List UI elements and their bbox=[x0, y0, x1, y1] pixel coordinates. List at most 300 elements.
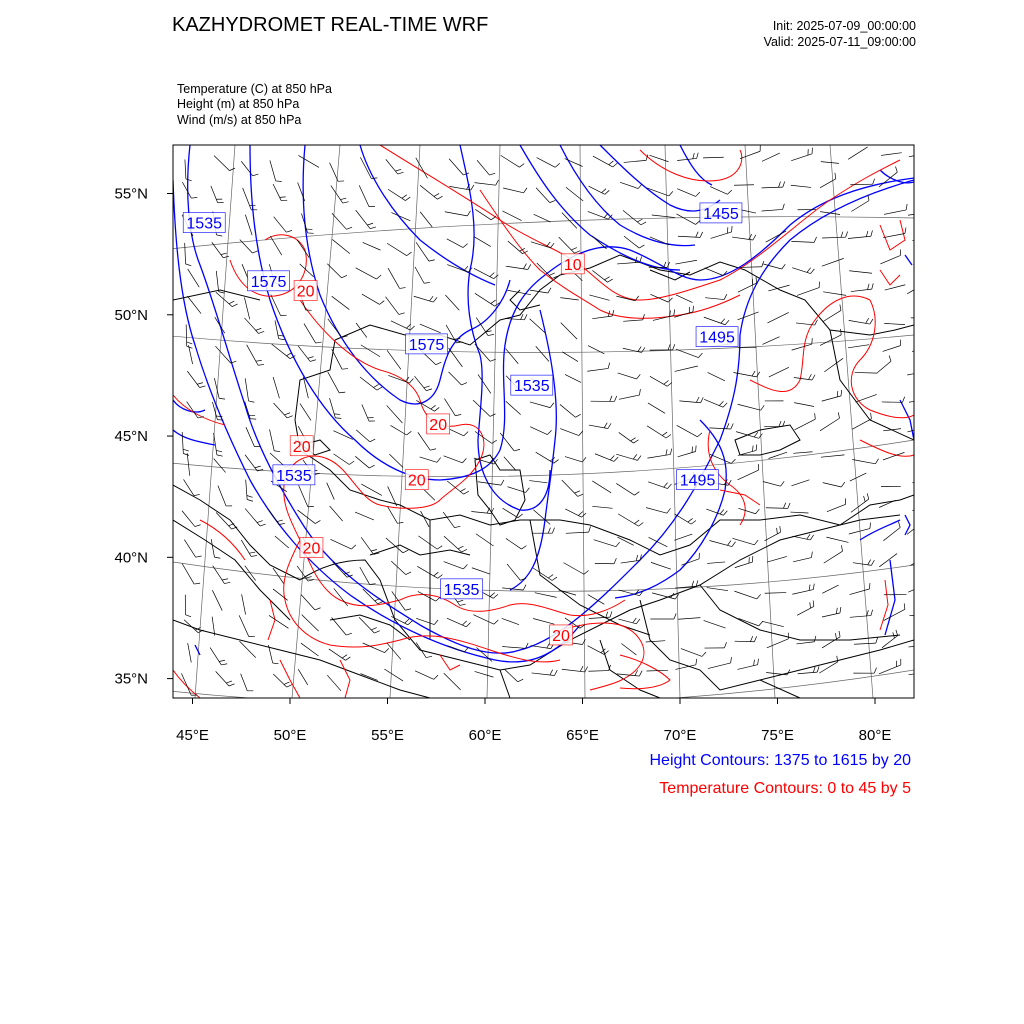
temperature-contour-label: 10 bbox=[563, 256, 582, 274]
wind-barb-flag bbox=[429, 296, 433, 301]
wind-barb bbox=[185, 159, 186, 178]
temperature-contour-label: 20 bbox=[429, 416, 448, 434]
variable-height: Height (m) at 850 hPa bbox=[177, 97, 300, 111]
wind-barb bbox=[299, 485, 308, 506]
wind-barb bbox=[304, 324, 316, 343]
wind-barb-flag bbox=[334, 414, 340, 415]
wind-barb bbox=[246, 480, 247, 500]
wind-barb-flag bbox=[528, 264, 531, 269]
wind-barb-flag bbox=[214, 557, 220, 558]
wind-barb-flag bbox=[870, 523, 871, 529]
wind-barb-flag bbox=[696, 232, 698, 237]
wind-barb-flag bbox=[370, 439, 375, 442]
wind-barb bbox=[796, 642, 814, 644]
wind-barb bbox=[592, 270, 607, 282]
temperature-contours-legend: Temperature Contours: 0 to 45 by 5 bbox=[659, 780, 911, 797]
wind-barb bbox=[652, 215, 675, 218]
wind-barb-flag bbox=[256, 328, 262, 330]
wind-barb bbox=[650, 376, 667, 386]
latitude-axis bbox=[114, 186, 173, 688]
wind-barb bbox=[646, 641, 665, 642]
wind-barb bbox=[884, 609, 905, 620]
height-contour-label: 1535 bbox=[186, 215, 222, 233]
wind-barb-flag bbox=[436, 597, 441, 601]
wind-barb bbox=[536, 346, 549, 361]
wind-barb bbox=[216, 271, 218, 292]
wind-barb bbox=[589, 295, 609, 300]
wind-barb bbox=[703, 157, 724, 158]
wind-barb-flag bbox=[431, 405, 436, 409]
wind-barb-flag bbox=[524, 188, 527, 193]
wind-barb bbox=[361, 345, 380, 357]
wind-barb bbox=[824, 358, 843, 372]
wind-barb-flag bbox=[526, 488, 530, 493]
wind-barb-flag bbox=[546, 242, 550, 247]
wind-barb-flag bbox=[580, 666, 583, 671]
wind-barb-flag bbox=[463, 244, 468, 248]
wind-barb bbox=[504, 457, 516, 471]
wind-barb-flag bbox=[398, 172, 404, 174]
wind-barb-flag bbox=[186, 179, 192, 181]
wind-barb-flag bbox=[807, 268, 811, 273]
wind-barb-flag bbox=[779, 182, 781, 188]
height-contour-label: 1495 bbox=[679, 472, 716, 490]
wind-barb bbox=[790, 512, 808, 513]
wind-barb bbox=[678, 236, 700, 237]
wind-barb bbox=[245, 215, 252, 235]
wind-barb-flag bbox=[308, 357, 314, 359]
wind-barb-flag bbox=[813, 584, 814, 590]
wind-barb-flag bbox=[462, 458, 466, 462]
wind-barb bbox=[849, 589, 869, 595]
wind-barb bbox=[533, 568, 552, 581]
wind-barb-flag bbox=[868, 560, 871, 565]
wind-barb bbox=[415, 376, 427, 390]
wind-barb bbox=[444, 536, 462, 552]
wind-barb bbox=[848, 147, 867, 159]
wind-barb-flag bbox=[754, 432, 758, 437]
wind-barb bbox=[560, 429, 579, 436]
wind-barb bbox=[529, 481, 547, 483]
wind-barb-flag bbox=[835, 173, 836, 179]
wind-barb-flag bbox=[217, 455, 223, 456]
temperature-contour-label: 20 bbox=[552, 627, 570, 645]
wind-barb-flag bbox=[633, 440, 638, 443]
wind-barb-flag bbox=[872, 283, 874, 289]
wind-barb-flag bbox=[397, 522, 403, 523]
wind-barb bbox=[881, 153, 902, 156]
wind-barb bbox=[506, 401, 521, 414]
wind-barb-flag bbox=[257, 521, 263, 523]
wind-barb-flag bbox=[929, 206, 930, 212]
wind-barb-flag bbox=[400, 288, 406, 289]
map-title: KAZHYDROMET REAL-TIME WRF bbox=[172, 14, 489, 36]
wind-barb-flag bbox=[491, 300, 496, 304]
wind-barb bbox=[647, 670, 668, 671]
wind-barb-flag bbox=[434, 572, 439, 576]
wind-barb bbox=[822, 237, 846, 238]
wind-barb bbox=[388, 507, 398, 524]
wind-barb-flag bbox=[871, 230, 873, 236]
wind-barb-flag bbox=[614, 457, 618, 461]
wind-barb-flag bbox=[405, 197, 410, 201]
temperature-contour-label: 20 bbox=[302, 540, 321, 558]
wind-barb-flag bbox=[463, 564, 467, 568]
wind-barb bbox=[533, 618, 554, 624]
wind-barb bbox=[356, 210, 370, 229]
wind-barb-flag bbox=[491, 216, 496, 219]
wind-barb-flag bbox=[584, 570, 589, 574]
wind-barb-flag bbox=[808, 374, 811, 379]
wind-barb-flag bbox=[752, 371, 755, 376]
wind-barb-flag bbox=[464, 432, 468, 436]
temperature-contour-label: 20 bbox=[292, 438, 311, 456]
wind-barb-flag bbox=[471, 185, 474, 190]
wind-barb-flag bbox=[464, 647, 468, 652]
wind-barb bbox=[740, 151, 760, 158]
wind-barb-flag bbox=[455, 415, 461, 416]
wind-barb bbox=[332, 239, 350, 253]
wind-barb-flag bbox=[399, 313, 405, 315]
wind-barb-flag bbox=[377, 275, 382, 279]
wind-barb-flag bbox=[898, 522, 900, 528]
wind-barb-flag bbox=[438, 575, 443, 579]
wind-barb-flag bbox=[779, 421, 781, 427]
wind-barb-flag bbox=[606, 612, 608, 618]
wind-barb bbox=[391, 561, 405, 574]
temperature-contour-label: 20 bbox=[407, 472, 426, 490]
variable-temperature: Temperature (C) at 850 hPa bbox=[177, 82, 332, 96]
wind-barb bbox=[735, 562, 753, 568]
wind-barb-flag bbox=[934, 256, 936, 262]
wind-barb bbox=[389, 454, 403, 467]
wind-barb bbox=[710, 454, 731, 463]
wind-barb-flag bbox=[191, 197, 197, 198]
wind-barb bbox=[275, 536, 289, 548]
wind-barb bbox=[762, 153, 780, 161]
wind-barb bbox=[647, 454, 670, 458]
wind-barb-flag bbox=[194, 494, 200, 495]
wind-barb bbox=[332, 617, 347, 635]
wind-barb bbox=[565, 509, 581, 517]
wind-barb bbox=[241, 540, 251, 556]
wind-barb-flag bbox=[454, 338, 460, 339]
wind-barb bbox=[502, 618, 519, 624]
wind-barb-flag bbox=[286, 353, 291, 356]
wind-barb bbox=[623, 210, 641, 225]
wind-barb-flag bbox=[696, 221, 701, 225]
wind-barb-flag bbox=[346, 633, 352, 635]
wind-barb bbox=[447, 618, 466, 627]
wind-barb bbox=[705, 268, 723, 276]
wind-barb-flag bbox=[866, 231, 868, 237]
wind-barb-flag bbox=[667, 508, 671, 513]
wind-barb-flag bbox=[456, 342, 462, 343]
wind-barb bbox=[245, 509, 260, 526]
wind-barb bbox=[211, 539, 214, 557]
wind-barb-flag bbox=[200, 386, 206, 388]
wind-barb bbox=[908, 212, 929, 216]
wind-barb bbox=[562, 352, 578, 362]
wind-barb bbox=[877, 361, 891, 373]
wind-barb bbox=[301, 594, 315, 609]
wind-barb bbox=[849, 529, 870, 534]
wind-barb bbox=[850, 184, 872, 185]
wind-barb bbox=[822, 613, 840, 617]
wind-barb bbox=[679, 401, 700, 403]
wind-barb-flag bbox=[871, 413, 872, 419]
wind-barb-flag bbox=[310, 360, 316, 362]
wind-barb-flag bbox=[697, 153, 699, 159]
wind-barb-flag bbox=[922, 366, 923, 372]
wind-barb-flag bbox=[604, 651, 609, 655]
wind-barb-flag bbox=[602, 189, 606, 193]
wind-barb-flag bbox=[781, 481, 785, 486]
wind-barb-flag bbox=[693, 306, 694, 312]
wind-barb bbox=[502, 211, 521, 221]
wind-barb-flag bbox=[609, 161, 614, 165]
wind-barb bbox=[503, 188, 523, 193]
wind-barb-flag bbox=[437, 458, 441, 463]
lon-tick-label: 45°E bbox=[176, 727, 209, 744]
wind-barb bbox=[560, 404, 575, 417]
wind-barb-flag bbox=[405, 609, 411, 610]
wind-barb-flag bbox=[727, 423, 729, 428]
wind-barb-flag bbox=[835, 633, 836, 639]
wind-barb-flag bbox=[345, 657, 350, 660]
wind-barb-flag bbox=[548, 528, 550, 534]
wind-barb bbox=[388, 268, 400, 288]
wind-barb bbox=[738, 404, 761, 410]
wind-barb bbox=[270, 160, 276, 181]
wind-barb-flag bbox=[927, 640, 929, 646]
wind-barb-flag bbox=[807, 534, 810, 539]
wind-barb bbox=[851, 201, 869, 212]
wind-barb-flag bbox=[582, 639, 585, 644]
wind-barb-flag bbox=[185, 615, 191, 617]
wind-barb-flag bbox=[608, 423, 611, 428]
wind-barb bbox=[909, 152, 931, 157]
wind-barb-flag bbox=[284, 413, 290, 415]
wind-barb-flag bbox=[437, 546, 442, 549]
wind-barb bbox=[648, 482, 667, 489]
lon-tick-label: 70°E bbox=[663, 727, 697, 744]
longitude-axis bbox=[176, 698, 891, 744]
wind-barb-flag bbox=[183, 454, 189, 456]
wind-barb-flag bbox=[696, 192, 700, 196]
wind-barb-flag bbox=[196, 556, 202, 557]
wind-barb bbox=[769, 367, 789, 377]
wind-barb bbox=[738, 312, 759, 320]
wind-barb bbox=[387, 405, 403, 423]
temperature-contours bbox=[173, 145, 914, 698]
wind-barb-flag bbox=[605, 190, 609, 194]
wind-barb bbox=[650, 294, 668, 302]
wind-barb-flag bbox=[638, 347, 641, 352]
wind-barb-flag bbox=[674, 309, 675, 315]
wind-barb-flag bbox=[229, 684, 235, 686]
wind-barb bbox=[447, 239, 463, 248]
wind-barb-flag bbox=[490, 414, 495, 417]
wind-barb bbox=[798, 672, 818, 674]
wind-barb-flag bbox=[524, 314, 527, 319]
wind-barb bbox=[820, 418, 840, 431]
wind-barb bbox=[908, 584, 926, 592]
wind-barb bbox=[880, 255, 900, 264]
wind-barb-flag bbox=[349, 461, 354, 464]
wind-barb-flag bbox=[692, 447, 693, 453]
wind-barb-flag bbox=[639, 245, 644, 248]
wind-barb-flag bbox=[724, 294, 727, 299]
wind-barb bbox=[355, 456, 369, 468]
wind-barb bbox=[214, 156, 229, 171]
wind-barb-flag bbox=[247, 499, 253, 501]
wind-barb bbox=[216, 671, 229, 686]
wind-barb-flag bbox=[407, 252, 412, 256]
wind-barb-flag bbox=[604, 213, 608, 217]
wind-barb bbox=[530, 427, 547, 435]
wind-barb-flag bbox=[754, 540, 758, 545]
lat-tick-label: 40°N bbox=[114, 549, 148, 567]
lon-tick-label: 55°E bbox=[371, 727, 404, 744]
wind-barb-flag bbox=[783, 204, 785, 210]
map-frame bbox=[173, 145, 914, 698]
wind-barb-flag bbox=[727, 541, 731, 546]
wind-barb-flag bbox=[930, 231, 931, 237]
wind-barb-flag bbox=[731, 657, 732, 663]
wind-barb-flag bbox=[550, 403, 554, 408]
wind-barb-flag bbox=[521, 314, 524, 319]
wind-barb bbox=[617, 674, 640, 676]
wind-barb bbox=[502, 647, 525, 649]
wind-barb bbox=[444, 673, 461, 690]
wind-barb bbox=[792, 590, 813, 595]
wind-barb bbox=[268, 509, 279, 524]
wind-barb-flag bbox=[674, 613, 676, 619]
wind-barb-flag bbox=[229, 301, 234, 304]
wind-barb-flag bbox=[669, 191, 673, 196]
wind-barb-flag bbox=[409, 378, 413, 383]
wind-barb-flag bbox=[688, 518, 693, 522]
wind-barb-flag bbox=[277, 520, 283, 521]
wind-barb bbox=[737, 665, 757, 670]
wind-barb-flag bbox=[664, 381, 669, 385]
wind-barb-flag bbox=[371, 628, 377, 630]
wind-barb bbox=[360, 567, 370, 584]
wind-barb bbox=[762, 621, 784, 626]
wind-barb-flag bbox=[547, 430, 551, 434]
wind-barb-flag bbox=[430, 449, 436, 450]
wind-barb-flag bbox=[424, 386, 430, 388]
wind-barb bbox=[619, 395, 640, 399]
wind-barb-flag bbox=[841, 390, 842, 396]
wind-barb-flag bbox=[696, 397, 699, 402]
wind-barb-flag bbox=[550, 670, 553, 675]
wind-barb bbox=[649, 537, 668, 547]
wind-barb-flag bbox=[464, 266, 468, 271]
wind-barb-flag bbox=[896, 630, 898, 636]
wind-barb-flag bbox=[548, 575, 553, 578]
wind-barb-flag bbox=[339, 392, 345, 393]
wind-barb bbox=[791, 154, 812, 161]
wind-barb bbox=[797, 288, 819, 296]
wind-barb bbox=[592, 316, 612, 319]
wind-barb bbox=[676, 295, 692, 303]
wind-barb-flag bbox=[457, 600, 463, 601]
wind-barb-flag bbox=[719, 401, 723, 405]
lon-tick-label: 65°E bbox=[566, 727, 599, 744]
wind-barb bbox=[505, 319, 524, 320]
wind-barb-flag bbox=[523, 585, 526, 590]
wind-barb bbox=[592, 506, 612, 508]
wind-barb bbox=[708, 663, 731, 669]
wind-barb bbox=[588, 211, 609, 219]
wind-barb bbox=[534, 214, 551, 222]
wind-barb-flag bbox=[462, 621, 466, 625]
wind-barb-flag bbox=[930, 336, 931, 342]
wind-barb-flag bbox=[871, 560, 874, 565]
wind-barb-flag bbox=[813, 667, 815, 673]
wind-barb-flag bbox=[380, 301, 385, 305]
wind-barb-flag bbox=[866, 318, 869, 323]
wind-barb bbox=[243, 188, 252, 210]
wind-barb-flag bbox=[698, 353, 702, 357]
wind-barb-flag bbox=[306, 577, 312, 579]
wind-barb-flag bbox=[639, 389, 640, 395]
wind-barb-flag bbox=[614, 558, 616, 564]
wind-barb bbox=[475, 344, 490, 361]
wind-barb bbox=[478, 374, 491, 393]
wind-barb bbox=[245, 378, 248, 401]
wind-barb-flag bbox=[340, 198, 346, 199]
wind-barb-flag bbox=[518, 514, 523, 518]
wind-barb bbox=[912, 474, 931, 483]
wind-barb bbox=[245, 401, 250, 418]
wind-barb-flag bbox=[219, 398, 225, 399]
wind-barb bbox=[851, 499, 869, 512]
wind-barb bbox=[506, 538, 522, 549]
wind-barb bbox=[274, 217, 287, 233]
wind-barb bbox=[363, 242, 381, 250]
wind-barb-flag bbox=[286, 230, 292, 232]
wind-barb-flag bbox=[756, 277, 757, 283]
wind-barb bbox=[587, 368, 608, 371]
wind-barb-flag bbox=[689, 307, 690, 313]
wind-barb-flag bbox=[252, 251, 258, 253]
wind-barb-flag bbox=[335, 418, 341, 419]
wind-barb-flag bbox=[613, 163, 618, 167]
wind-barb bbox=[356, 268, 377, 279]
wind-barb-flag bbox=[315, 520, 320, 523]
wind-barb bbox=[420, 324, 441, 333]
wind-barb bbox=[678, 451, 696, 456]
wind-barb bbox=[359, 185, 369, 206]
wind-barb bbox=[707, 588, 728, 591]
wind-barb-flag bbox=[522, 546, 527, 549]
wind-barb bbox=[361, 537, 373, 554]
wind-barb-flag bbox=[788, 503, 790, 509]
wind-barb-flag bbox=[840, 607, 841, 613]
wind-barb-flag bbox=[926, 610, 928, 616]
wind-barb-flag bbox=[555, 163, 560, 167]
wind-barb-flag bbox=[460, 604, 466, 605]
wind-barb-flag bbox=[752, 445, 753, 451]
wind-barb bbox=[297, 510, 315, 524]
wind-barb-flag bbox=[610, 455, 614, 459]
wind-barb-flag bbox=[638, 184, 642, 189]
wind-barb bbox=[415, 267, 424, 283]
wind-barb bbox=[618, 373, 637, 379]
